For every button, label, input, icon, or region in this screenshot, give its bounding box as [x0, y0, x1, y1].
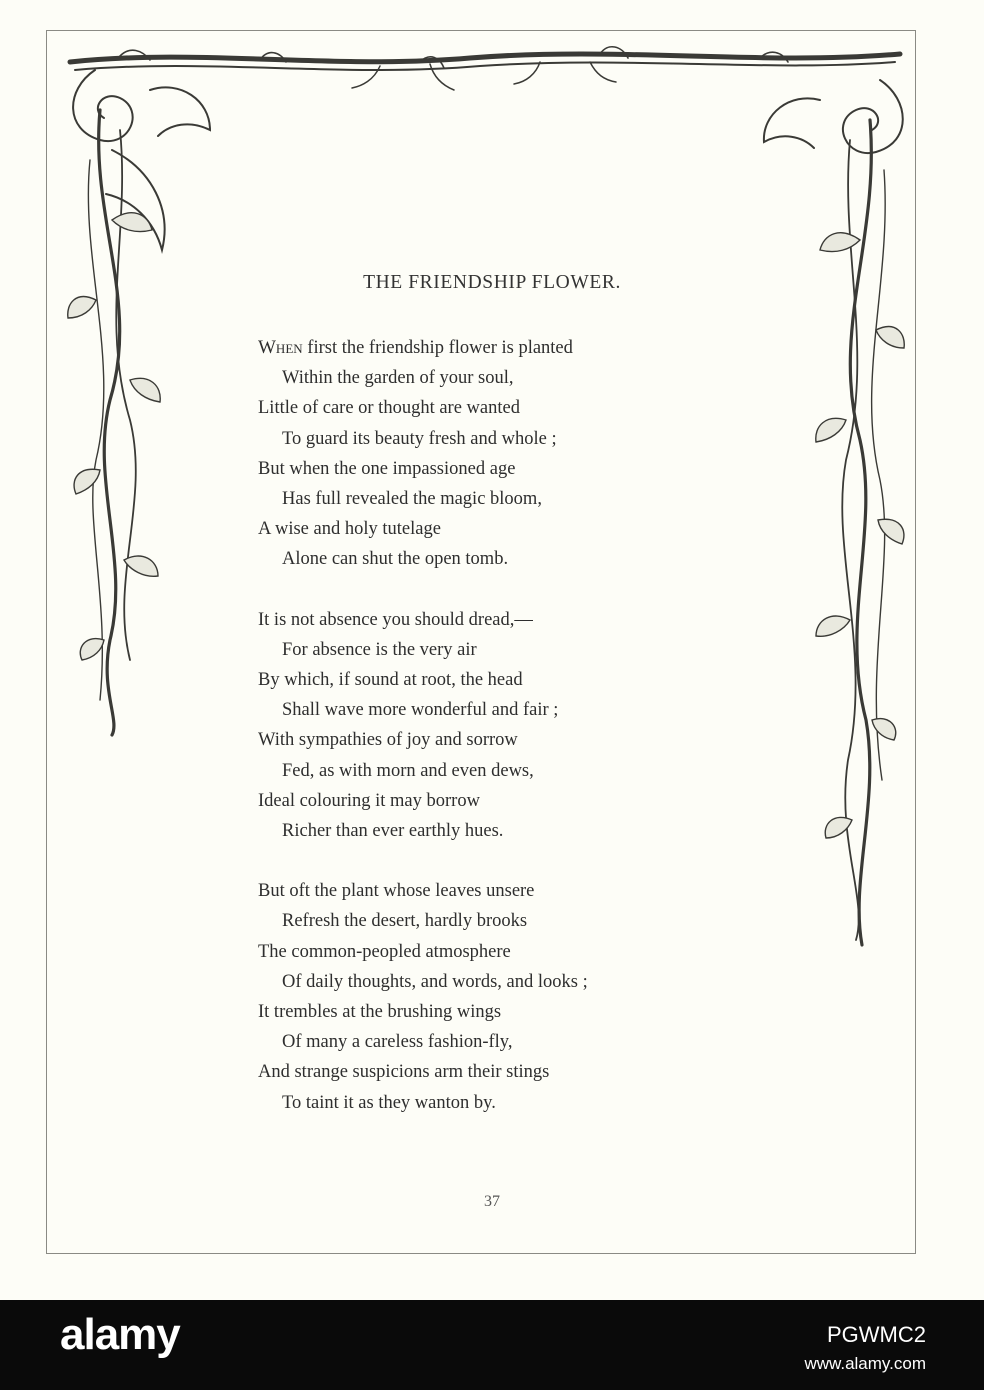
poem-line: For absence is the very air — [282, 639, 477, 660]
watermark-url: www.alamy.com — [804, 1354, 926, 1373]
poem-line: Richer than ever earthly hues. — [282, 821, 504, 842]
poem-line — [258, 333, 718, 363]
poem-line: It is not absence you should dread,— — [258, 609, 533, 630]
stanza-1 — [258, 333, 718, 575]
watermark-image-id: PGWMC2 — [827, 1322, 926, 1347]
poem-line: It trembles at the brushing wings — [258, 1002, 502, 1023]
poem-line: The common-peopled atmosphere — [258, 941, 511, 962]
poem-line: And strange suspicions arm their stings — [258, 1062, 550, 1083]
poem-line: By which, if sound at root, the head — [258, 670, 523, 691]
poem-title: THE FRIENDSHIP FLOWER. — [363, 272, 621, 293]
poem-line: Shall wave more wonderful and fair ; — [282, 700, 559, 721]
poem-line: With sympathies of joy and sorrow — [258, 730, 518, 751]
stanza-3 — [258, 876, 718, 1118]
watermark-logo: alamy — [60, 1310, 180, 1359]
poem-line: To taint it as they wanton by. — [282, 1092, 496, 1113]
poem-line: Ideal colouring it may borrow — [258, 790, 480, 811]
poem-line: Of many a careless fashion-fly, — [282, 1032, 513, 1053]
poem-line: Has full revealed the magic bloom, — [282, 489, 542, 510]
poem-line: Of daily thoughts, and words, and looks ; — [282, 971, 588, 992]
poem-line: But oft the plant whose leaves unsere — [258, 881, 535, 902]
stanza-2 — [258, 605, 718, 847]
poem-body — [258, 333, 718, 1148]
poem-line: Refresh the desert, hardly brooks — [282, 911, 528, 932]
poem-line: Within the garden of your soul, — [282, 368, 514, 389]
poem-line: Alone can shut the open tomb. — [282, 549, 509, 570]
page-number: 37 — [484, 1193, 500, 1210]
poem-line: Fed, as with morn and even dews, — [282, 760, 534, 781]
drop-word: When — [258, 337, 303, 358]
poem-line: But when the one impassioned age — [258, 458, 516, 479]
poem-line: To guard its beauty fresh and whole ; — [282, 428, 557, 449]
poem-line: Little of care or thought are wanted — [258, 398, 520, 419]
poem-line: A wise and holy tutelage — [258, 519, 441, 540]
line-rest: first the friendship flower is planted — [302, 338, 573, 358]
